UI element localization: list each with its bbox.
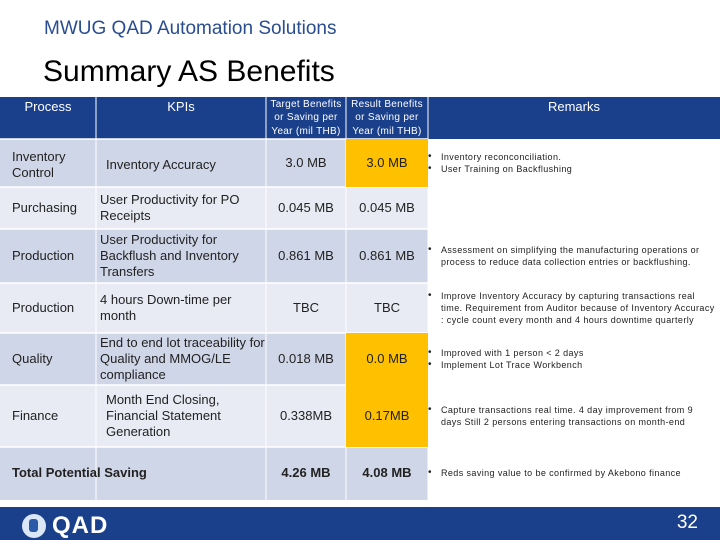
row-kpi: User Productivity for PO Receipts bbox=[100, 191, 240, 223]
row-target: 0.338MB bbox=[279, 407, 333, 423]
remark-item: • User Training on Backflushing bbox=[428, 163, 572, 175]
row-remarks bbox=[428, 139, 716, 187]
row-process: Inventory Control bbox=[12, 148, 66, 180]
row-result: 0.045 MB bbox=[359, 199, 415, 215]
row-kpi: Inventory Accuracy bbox=[106, 156, 216, 172]
row-kpi: Month End Closing, Financial Statement Generation bbox=[106, 391, 221, 440]
remark-item: • Improve Inventory Accuracy by capturing transactions real time. Requirement from Auditor because of Inventory Accuracy : cycle count every month and 4 hours downtime quarterly bbox=[428, 290, 716, 326]
row-process: Quality bbox=[12, 350, 53, 366]
remark-item: • Capture transactions real time. 4 day improvement from 9 days Still 2 persons entering transactions on month-end bbox=[428, 404, 716, 428]
qad-logo-icon bbox=[22, 514, 46, 538]
row-result: TBC bbox=[374, 299, 400, 315]
row-result-highlighted: 0.0 MB bbox=[346, 333, 428, 385]
row-process: Production bbox=[12, 299, 75, 315]
benefits-table bbox=[0, 97, 720, 500]
header-kpis: KPIs bbox=[167, 98, 195, 114]
total-result: 4.08 MB bbox=[362, 465, 412, 481]
qad-logo-text: QAD bbox=[52, 512, 109, 539]
total-label: Total Potential Saving bbox=[12, 465, 147, 481]
page-title: Summary AS Benefits bbox=[43, 55, 335, 88]
remark-item: • Reds saving value to be confirmed by Akebono finance bbox=[428, 467, 681, 479]
row-remarks bbox=[428, 229, 716, 283]
row-kpi: 4 hours Down-time per month bbox=[100, 291, 232, 323]
remark-item: • Assessment on simplifying the manufacturing operations or process to reduce data collection entries or backflushing. bbox=[428, 244, 716, 268]
row-remarks bbox=[428, 385, 716, 447]
row-process: Finance bbox=[12, 407, 59, 423]
row-result-highlighted: 3.0 MB bbox=[346, 139, 428, 187]
total-remark bbox=[428, 447, 716, 500]
remark-item: • Inventory reconconciliation. bbox=[428, 151, 572, 163]
row-process: Purchasing bbox=[12, 199, 78, 215]
row-process: Production bbox=[12, 247, 75, 263]
page-number: 32 bbox=[676, 512, 698, 533]
row-target: 0.045 MB bbox=[278, 199, 334, 215]
row-target: 3.0 MB bbox=[285, 154, 327, 170]
qad-logo bbox=[22, 512, 108, 540]
row-result-highlighted: 0.17MB bbox=[346, 385, 428, 447]
row-kpi: User Productivity for Backflush and Inventory Transfers bbox=[100, 231, 239, 280]
row-target: 0.861 MB bbox=[278, 247, 334, 263]
header-process: Process bbox=[24, 98, 72, 114]
row-target: TBC bbox=[293, 299, 319, 315]
row-remarks bbox=[428, 283, 716, 333]
org-title: MWUG QAD Automation Solutions bbox=[44, 18, 337, 39]
header-target-benefits: Target Benefits or Saving per Year (mil THB) bbox=[270, 98, 342, 137]
remark-item: • Improved with 1 person < 2 days bbox=[428, 347, 584, 359]
remark-item: • Implement Lot Trace Workbench bbox=[428, 359, 584, 371]
row-remarks bbox=[428, 333, 716, 385]
header-result-benefits: Result Benefits or Saving per Year (mil THB) bbox=[351, 98, 423, 137]
row-target: 0.018 MB bbox=[278, 350, 334, 366]
total-target: 4.26 MB bbox=[281, 465, 331, 481]
header-remarks: Remarks bbox=[547, 98, 600, 114]
row-result: 0.861 MB bbox=[359, 247, 415, 263]
row-kpi: End to end lot traceability for Quality and MMOG/LE compliance bbox=[100, 334, 265, 383]
